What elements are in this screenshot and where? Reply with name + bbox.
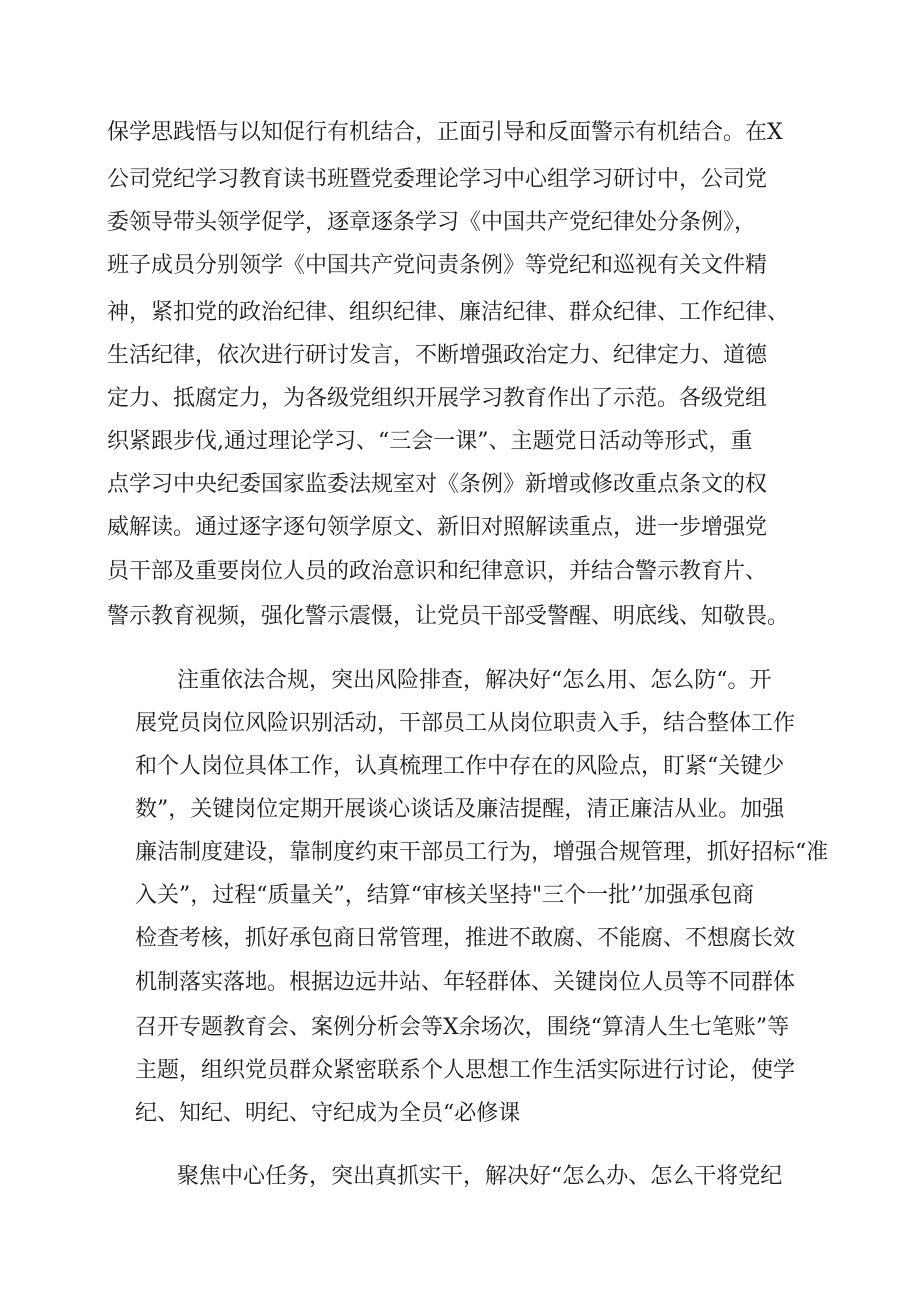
text-line: 和个人岗位具体工作，认真梳理工作中存在的风险点，盯紧“关键少 [135, 754, 785, 779]
text-line: 定力、抵腐定力，为各级党组织开展学习教育作出了示范。各级党组 [107, 386, 768, 411]
text-line: 警示教育视频，强化警示震慑，让党员干部受警醒、明底线、知敬畏。 [107, 604, 790, 629]
text-line: 织紧跟步伐,通过理论学习、“三会一课”、主题党日活动等形式，重 [107, 429, 753, 454]
text-line: 神，紧扣党的政治纪律、组织纪律、廉洁纪律、群众纪律、工作纪律、 [107, 300, 790, 325]
text-line: 聚焦中心任务，突出真抓实干，解决好“怎么办、怎么干将党纪 [177, 1164, 783, 1189]
text-line: 委领导带头领学促学，逐章逐条学习《中国共产党纪律处分条例》， [107, 210, 757, 235]
text-line: 主题，组织党员群众紧密联系个人思想工作生活实际进行讨论，使学 [135, 1058, 796, 1083]
text-line: 员干部及重要岗位人员的政治意识和纪律意识，并结合警示教育片、 [107, 559, 768, 584]
text-line: 数”，关键岗位定期开展谈心谈话及廉洁提醒，清正廉洁从业。加强 [135, 797, 785, 822]
text-line: 纪、知纪、明纪、守纪成为全员“必修课 [135, 1101, 521, 1126]
text-line: 公司党纪学习教育读书班暨党委理论学习中心组学习研讨中，公司党 [107, 167, 768, 192]
text-line: 机制落实落地。根据边远井站、年轻群体、关键岗位人员等不同群体 [135, 970, 796, 995]
text-line: 威解读。通过逐字逐句领学原文、新旧对照解读重点，进一步增强党 [107, 515, 768, 540]
text-line: 展党员岗位风险识别活动，干部员工从岗位职责入手，结合整体工作 [135, 711, 796, 736]
text-line: 入关”，过程“质量关”，结算“审核关坚持"三个一批’’加强承包商 [135, 883, 755, 908]
text-line: 召开专题教育会、案例分析会等X余场次，围绕“算清人生七笔账”等 [135, 1015, 790, 1040]
text-line: 保学思践悟与以知促行有机结合，正面引导和反面警示有机结合。在X [107, 120, 783, 145]
text-line: 检查考核，抓好承包商日常管理，推进不敢腐、不能腐、不想腐长效 [135, 926, 796, 951]
text-line: 班子成员分别领学《中国共产党问责条例》等党纪和巡视有关文件精 [107, 253, 768, 278]
text-line: 点学习中央纪委国家监委法规室对《条例》新增或修改重点条文的权 [107, 472, 768, 497]
text-line: 生活纪律，依次进行研讨发言，不断增强政治定力、纪律定力、道德 [107, 343, 768, 368]
text-line: 廉洁制度建设，靠制度约束干部员工行为，增强合规管理，抓好招标“准 [135, 840, 829, 865]
text-line: 注重依法合规，突出风险排查，解决好“怎么用、怎么防“。开 [177, 668, 772, 693]
